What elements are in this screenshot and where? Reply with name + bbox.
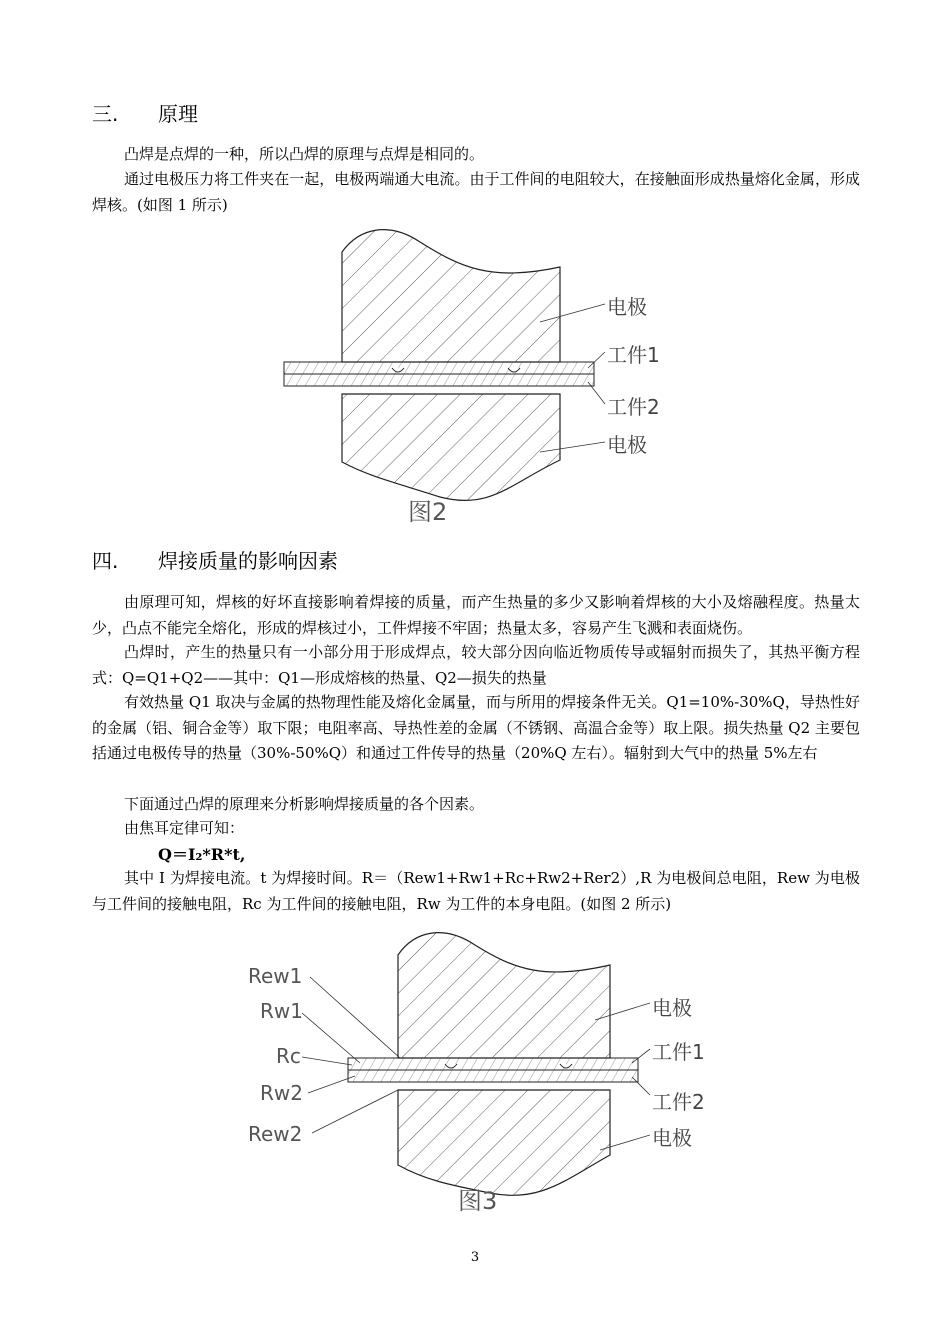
- section-4-paragraph-6: 其中 I 为焊接电流。t 为焊接时间。R＝（Rew1+Rw1+Rc+Rw2+Rer2）,R 为电极间总电阻，Rew 为电极与工件间的接触电阻，Rc 为工件间的接触电阻，Rw 为工件的本身电阻。(如图 2 所示): [92, 869, 860, 913]
- figure-1-diagram: [270, 222, 690, 532]
- joule-formula: Q＝I₂*R*t,: [158, 845, 246, 864]
- figure-2-label-electrode-top: 电极: [652, 996, 692, 1020]
- figure-1-caption: 图2: [408, 498, 448, 526]
- figure-1-label-electrode-top: 电极: [607, 295, 647, 319]
- section-4-number: 四.: [92, 549, 119, 573]
- figure-2-label-workpiece-2: 工件2: [652, 1090, 705, 1114]
- section-3-title: 原理: [158, 102, 198, 126]
- section-3-paragraph-1: 凸焊是点焊的一种，所以凸焊的原理与点焊是相同的。: [124, 145, 485, 163]
- figure-2-label-electrode-bottom: 电极: [652, 1126, 692, 1150]
- bottom-electrode: [342, 394, 560, 500]
- section-4-paragraph-1: 由原理可知，焊核的好坏直接影响着焊接的质量，而产生热量的多少又影响着焊核的大小及熔融程度。热量太少，凸点不能完全熔化，形成的焊核过小，工件焊接不牢固；热量太多，容易产生飞溅和表面烧伤。: [92, 593, 860, 637]
- section-3-paragraph-2: 通过电极压力将工件夹在一起，电极两端通大电流。由于工件间的电阻较大，在接触面形成热量熔化金属，形成焊核。(如图 1 所示): [92, 170, 860, 214]
- figure-2-diagram: [240, 925, 720, 1225]
- section-4-title: 焊接质量的影响因素: [158, 549, 338, 573]
- section-4-heading: [92, 545, 338, 574]
- figure-2-label-rew2: Rew2: [248, 1122, 303, 1146]
- figure-1-label-workpiece-2: 工件2: [607, 395, 660, 419]
- section-3-number: 三.: [92, 102, 119, 126]
- figure-2-label-workpiece-1: 工件1: [652, 1040, 705, 1064]
- fig2-top-electrode: [398, 933, 610, 1058]
- section-3-heading: [92, 98, 198, 127]
- figure-2-label-rw1: Rw1: [260, 999, 303, 1023]
- figure-2-label-rc: Rc: [276, 1044, 301, 1068]
- workpiece-1: [284, 362, 594, 374]
- fig2-workpiece-2: [348, 1070, 638, 1082]
- figure-1-label-workpiece-1: 工件1: [607, 343, 660, 367]
- fig2-workpiece-1: [348, 1058, 638, 1070]
- section-4-paragraph-5: 由焦耳定律可知：: [124, 819, 245, 837]
- section-4-paragraph-3: 有效热量 Q1 取决与金属的热物理性能及熔化金属量，而与所用的焊接条件无关。Q1=10%-30%Q，导热性好的金属（铝、铜合金等）取下限；电阻率高、导热性差的金属（不锈钢、高温合金等）取上限。损失热量 Q2 主要包括通过电极传导的热量（30%-50%Q）和通过工件传导的热量（20%Q 左右）。辐射到大气中的热量 5%左右: [92, 693, 860, 762]
- figure-2-caption: 图3: [458, 1187, 498, 1215]
- section-4-paragraph-2: 凸焊时，产生的热量只有一小部分用于形成焊点，较大部分因向临近物质传导或辐射而损失了，其热平衡方程式：Q=Q1+Q2——其中：Q1—形成熔核的热量、Q2—损失的热量: [92, 643, 860, 687]
- top-electrode: [342, 230, 560, 362]
- fig2-bottom-electrode: [398, 1090, 610, 1195]
- figure-2-label-rew1: Rew1: [248, 964, 303, 988]
- page-number: 3: [470, 1250, 480, 1265]
- workpiece-2: [284, 374, 594, 386]
- figure-2-label-rw2: Rw2: [260, 1081, 303, 1105]
- section-4-paragraph-4: 下面通过凸焊的原理来分析影响焊接质量的各个因素。: [124, 795, 485, 813]
- figure-1-label-electrode-bottom: 电极: [607, 433, 647, 457]
